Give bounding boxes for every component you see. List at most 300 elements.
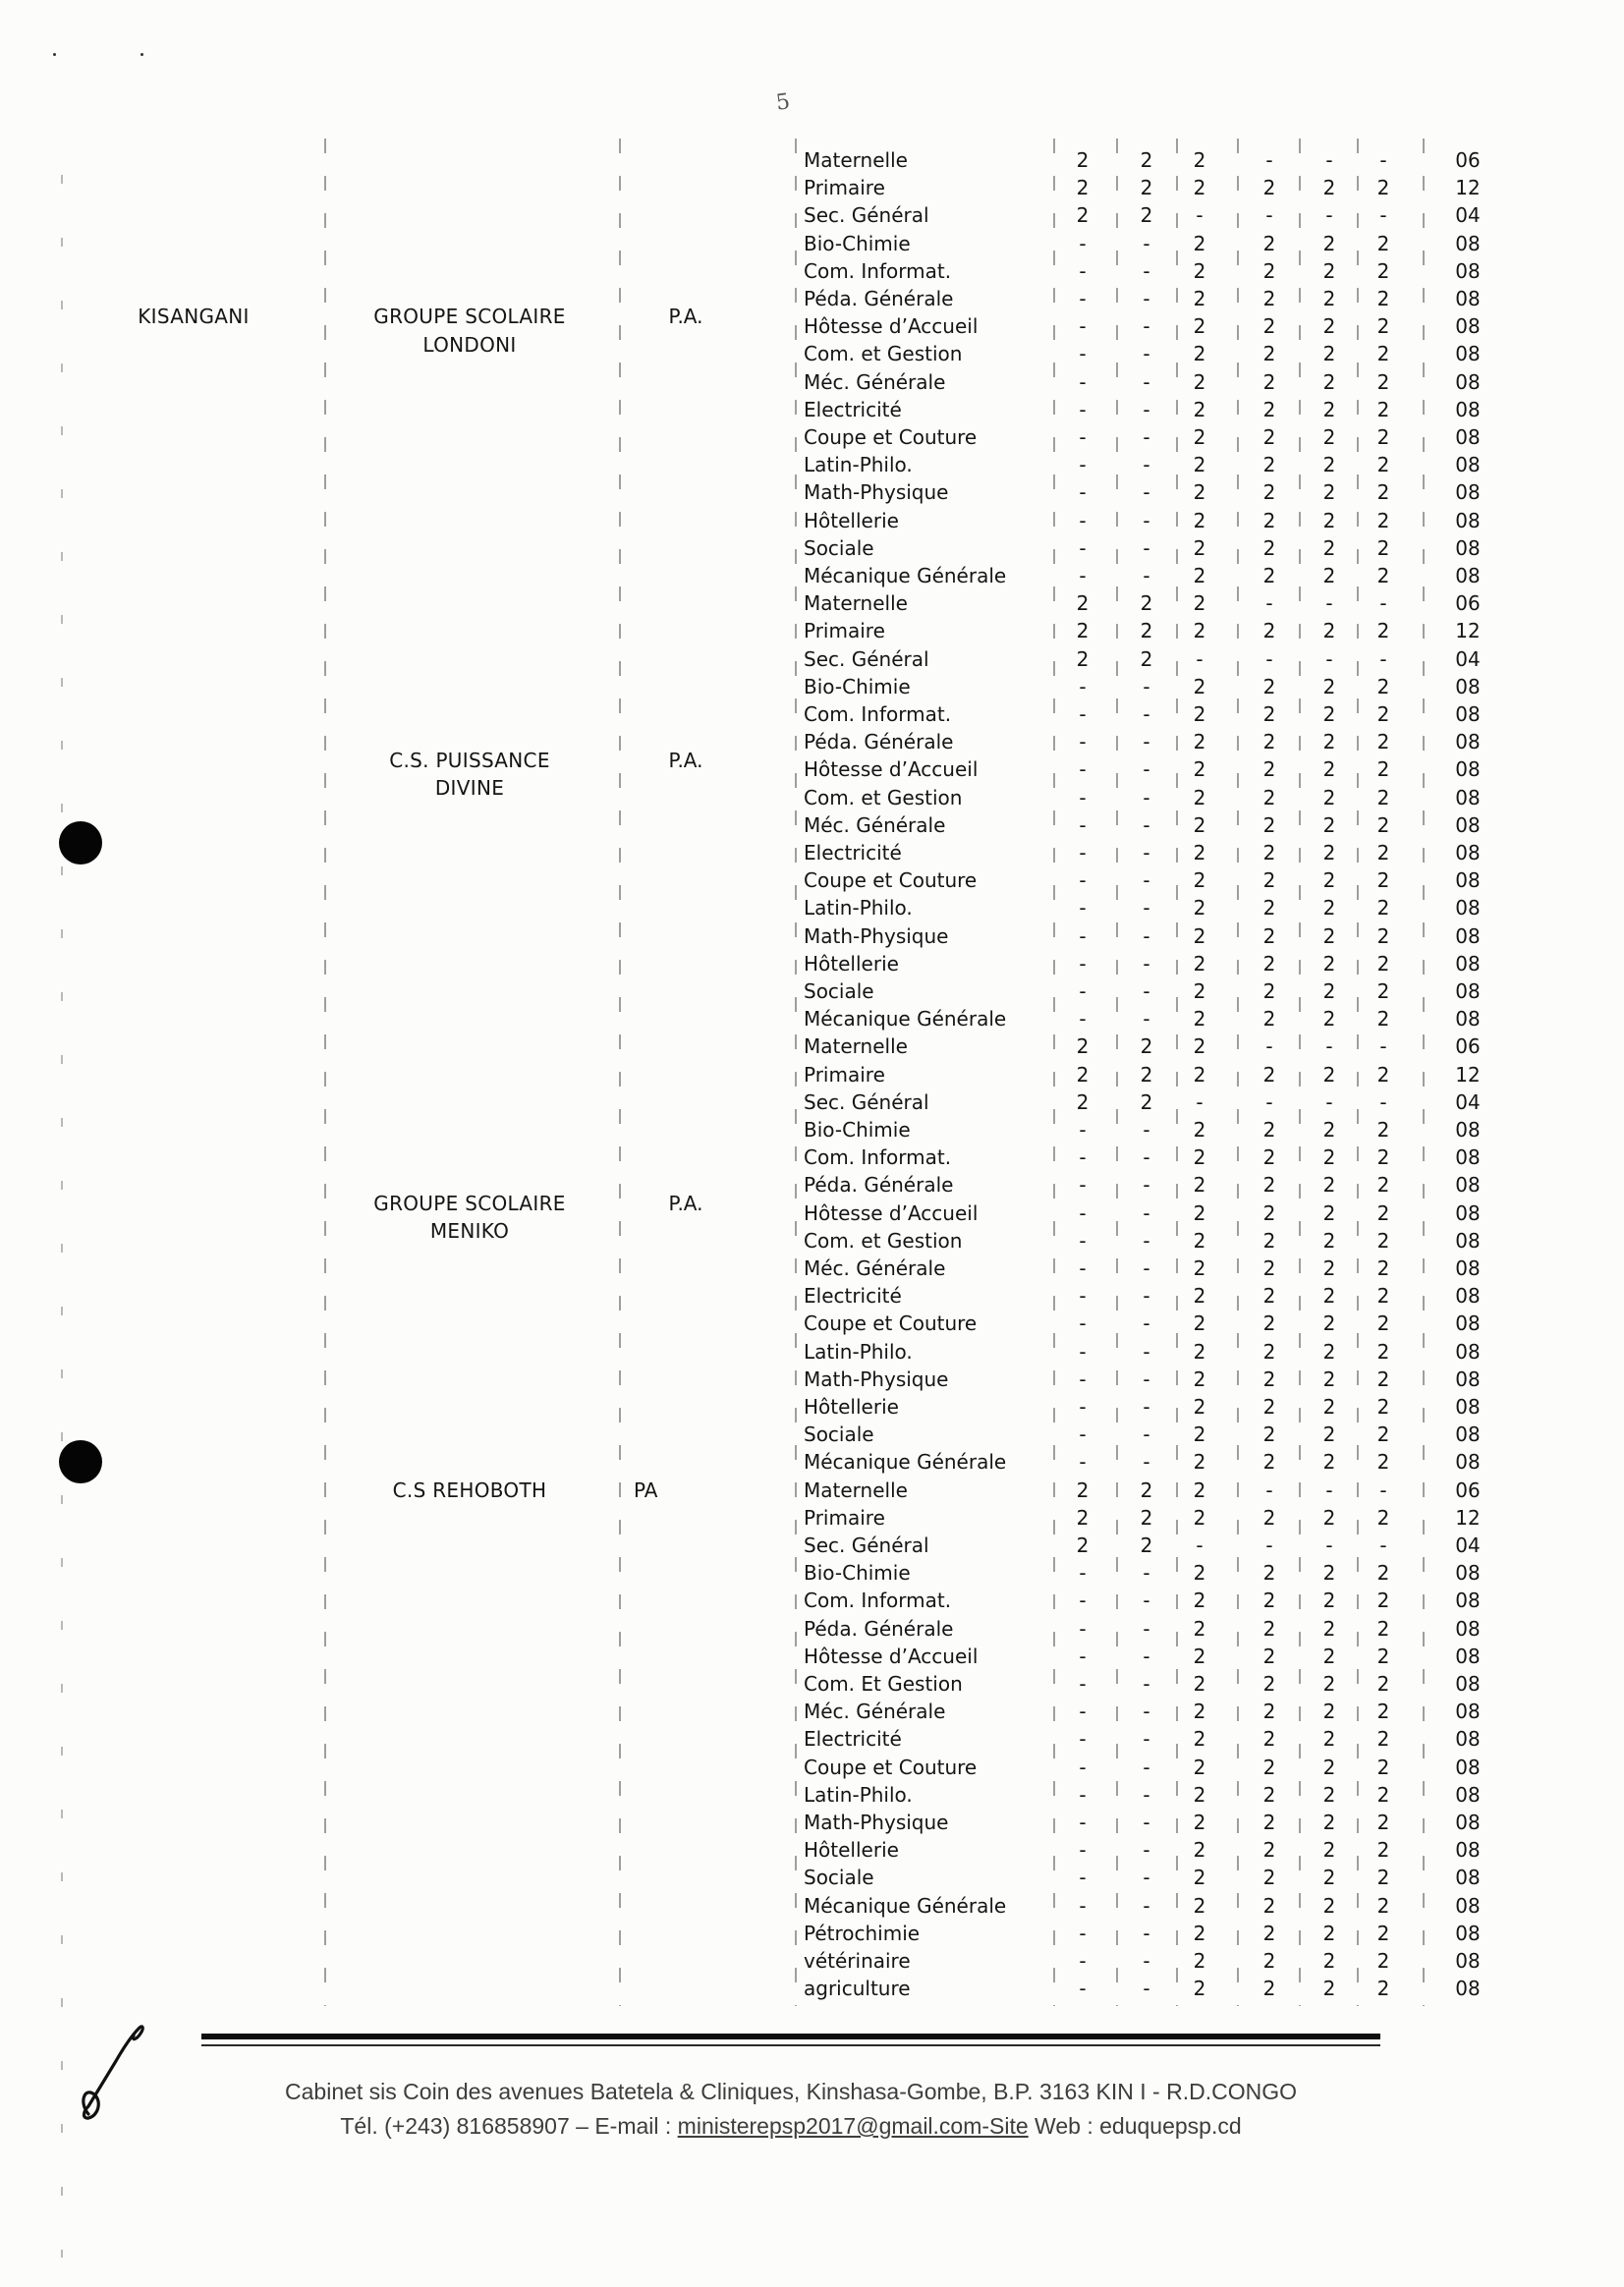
option-cell: 2 (1262, 702, 1276, 726)
option-row (0, 1393, 1624, 1421)
option-cell: 2 (1193, 1228, 1206, 1253)
option-cell: 2 (1076, 176, 1090, 200)
option-cell: 2 (1322, 1700, 1336, 1724)
option-cell: - (1079, 1422, 1087, 1447)
option-total: 08 (1455, 1145, 1481, 1170)
option-cell: 2 (1262, 1644, 1276, 1668)
option-name: Com. Informat. (804, 258, 952, 283)
option-cell: 2 (1193, 1339, 1206, 1364)
option-total: 08 (1455, 1616, 1481, 1641)
option-total: 06 (1455, 148, 1481, 172)
option-cell: 2 (1322, 287, 1336, 310)
option-cell: 2 (1262, 1200, 1276, 1225)
option-row (0, 423, 1624, 451)
option-cell: 2 (1262, 730, 1276, 754)
option-cell: - (1143, 1838, 1150, 1863)
option-cell: 2 (1262, 1838, 1276, 1863)
option-cell: - (1196, 646, 1204, 671)
option-name: Bio-Chimie (804, 1118, 911, 1142)
option-total: 12 (1455, 619, 1481, 643)
option-cell: - (1325, 203, 1333, 228)
option-row (0, 1809, 1624, 1836)
option-cell: 2 (1376, 480, 1390, 505)
option-cell: 2 (1322, 397, 1336, 421)
option-name: Méc. Générale (804, 1256, 946, 1280)
option-cell: 2 (1193, 1118, 1206, 1142)
option-name: Bio-Chimie (804, 1561, 911, 1586)
option-cell: 2 (1322, 1838, 1336, 1863)
option-cell: 2 (1376, 1256, 1390, 1280)
option-cell: 2 (1376, 923, 1390, 948)
option-total: 08 (1455, 425, 1481, 449)
option-cell: - (1143, 785, 1150, 809)
option-cell: 2 (1376, 1173, 1390, 1198)
option-cell: - (1079, 868, 1087, 893)
option-name: Coupe et Couture (804, 1755, 978, 1779)
option-cell: 2 (1193, 1561, 1206, 1586)
option-cell: 2 (1193, 1478, 1206, 1502)
option-total: 12 (1455, 176, 1481, 200)
option-cell: 2 (1262, 1700, 1276, 1724)
option-cell: - (1079, 1838, 1087, 1863)
option-cell: 2 (1262, 1811, 1276, 1834)
option-row (0, 1781, 1624, 1809)
option-cell: - (1079, 1893, 1087, 1918)
option-name: Latin-Philo. (804, 896, 913, 920)
option-cell: 2 (1262, 923, 1276, 948)
option-cell: 2 (1322, 1284, 1336, 1309)
option-cell: - (1325, 1534, 1333, 1557)
option-row (0, 1005, 1624, 1032)
school-name-line: GROUPE SCOLAIRE (373, 1191, 566, 1215)
signature-mark (49, 2004, 187, 2142)
option-cell: 2 (1076, 203, 1090, 228)
option-name: Electricité (804, 841, 902, 865)
option-cell: 2 (1193, 480, 1206, 505)
option-cell: - (1143, 1395, 1150, 1419)
option-cell: 2 (1140, 1089, 1153, 1114)
option-total: 08 (1455, 1644, 1481, 1668)
option-name: Sociale (804, 1422, 874, 1447)
option-name: Maternelle (804, 591, 908, 616)
option-cell: 2 (1140, 1505, 1153, 1530)
option-row (0, 950, 1624, 977)
option-cell: 2 (1262, 535, 1276, 560)
option-cell: 2 (1322, 868, 1336, 893)
option-name: Sec. Général (804, 646, 929, 671)
option-cell: 2 (1193, 868, 1206, 893)
option-total: 08 (1455, 1866, 1481, 1890)
option-cell: - (1265, 1034, 1273, 1059)
option-cell: - (1079, 480, 1087, 505)
option-name: Bio-Chimie (804, 231, 911, 255)
option-cell: 2 (1322, 730, 1336, 754)
option-total: 08 (1455, 480, 1481, 505)
option-cell: - (1325, 1034, 1333, 1059)
option-row (0, 285, 1624, 312)
option-total: 08 (1455, 1284, 1481, 1309)
option-cell: - (1143, 812, 1150, 837)
option-total: 08 (1455, 397, 1481, 421)
option-cell: 2 (1322, 1893, 1336, 1918)
option-cell: - (1079, 1367, 1087, 1391)
option-total: 08 (1455, 785, 1481, 809)
option-name: Coupe et Couture (804, 1311, 978, 1336)
option-cell: - (1079, 841, 1087, 865)
option-name: Mécanique Générale (804, 1450, 1007, 1475)
option-cell: - (1143, 1007, 1150, 1032)
option-cell: - (1143, 1893, 1150, 1918)
option-cell: - (1265, 591, 1273, 616)
option-total: 08 (1455, 1893, 1481, 1918)
option-cell: - (1079, 1949, 1087, 1973)
option-cell: - (1079, 1921, 1087, 1945)
option-name: Com. Informat. (804, 1145, 952, 1170)
option-cell: - (1143, 1450, 1150, 1475)
option-total: 08 (1455, 1755, 1481, 1779)
option-total: 08 (1455, 1977, 1481, 2001)
option-cell: 2 (1140, 619, 1153, 643)
option-cell: 2 (1262, 1118, 1276, 1142)
option-cell: 2 (1262, 1062, 1276, 1087)
option-row (0, 1255, 1624, 1282)
option-cell: - (1379, 1089, 1387, 1114)
option-cell: 2 (1193, 1727, 1206, 1752)
option-row (0, 728, 1624, 755)
option-cell: - (1325, 1478, 1333, 1502)
option-cell: - (1079, 702, 1087, 726)
option-name: Mécanique Générale (804, 1007, 1007, 1032)
option-cell: 2 (1076, 591, 1090, 616)
option-cell: - (1079, 1782, 1087, 1807)
option-cell: 2 (1262, 868, 1276, 893)
option-cell: 2 (1376, 730, 1390, 754)
option-name: Latin-Philo. (804, 1339, 913, 1364)
option-cell: - (1143, 453, 1150, 477)
option-cell: 2 (1193, 453, 1206, 477)
option-name: Electricité (804, 1284, 902, 1309)
option-cell: 2 (1193, 1062, 1206, 1087)
option-row (0, 1864, 1624, 1891)
option-cell: 2 (1193, 1644, 1206, 1668)
option-row (0, 1615, 1624, 1643)
option-cell: 2 (1322, 176, 1336, 200)
option-cell: 2 (1322, 1949, 1336, 1973)
option-total: 08 (1455, 287, 1481, 310)
option-total: 08 (1455, 1228, 1481, 1253)
option-row (0, 507, 1624, 534)
option-cell: 2 (1262, 1589, 1276, 1613)
option-total: 04 (1455, 1089, 1481, 1114)
school-name-line: C.S REHOBOTH (392, 1478, 547, 1502)
option-cell: 2 (1376, 1284, 1390, 1309)
option-name: Sociale (804, 1866, 874, 1890)
option-cell: 2 (1193, 1422, 1206, 1447)
option-row (0, 617, 1624, 644)
option-cell: - (1079, 674, 1087, 698)
option-name: Com. Informat. (804, 1589, 952, 1613)
option-name: Primaire (804, 1505, 885, 1530)
option-cell: 2 (1322, 1228, 1336, 1253)
option-row (0, 1670, 1624, 1698)
option-total: 04 (1455, 203, 1481, 228)
option-cell: 2 (1376, 1700, 1390, 1724)
option-cell: - (1079, 923, 1087, 948)
option-cell: 2 (1076, 148, 1090, 172)
option-cell: 2 (1262, 1893, 1276, 1918)
option-cell: 2 (1262, 1921, 1276, 1945)
option-row (0, 1477, 1624, 1504)
option-cell: 2 (1376, 841, 1390, 865)
option-cell: 2 (1262, 1561, 1276, 1586)
option-cell: - (1079, 757, 1087, 782)
option-name: Hôtesse d’Accueil (804, 1200, 979, 1225)
option-cell: 2 (1076, 1505, 1090, 1530)
option-cell: 2 (1322, 1173, 1336, 1198)
option-cell: 2 (1376, 1616, 1390, 1641)
option-cell: - (1079, 369, 1087, 394)
option-cell: - (1079, 896, 1087, 920)
option-cell: - (1143, 1616, 1150, 1641)
option-cell: - (1379, 591, 1387, 616)
option-cell: 2 (1322, 1755, 1336, 1779)
option-cell: - (1079, 1395, 1087, 1419)
option-total: 08 (1455, 258, 1481, 283)
option-cell: 2 (1376, 453, 1390, 477)
option-cell: 2 (1322, 453, 1336, 477)
option-name: Electricité (804, 1727, 902, 1752)
option-cell: 2 (1193, 1395, 1206, 1419)
option-row (0, 368, 1624, 396)
option-row (0, 1144, 1624, 1171)
option-cell: 2 (1322, 1727, 1336, 1752)
option-cell: - (1143, 1644, 1150, 1668)
option-cell: - (1143, 425, 1150, 449)
option-cell: - (1079, 1866, 1087, 1890)
option-cell: 2 (1376, 231, 1390, 255)
option-cell: 2 (1322, 314, 1336, 339)
option-cell: - (1143, 1921, 1150, 1945)
option-cell: - (1079, 1228, 1087, 1253)
option-cell: - (1143, 1977, 1150, 2001)
option-row (0, 1061, 1624, 1088)
option-cell: 2 (1322, 564, 1336, 587)
option-cell: 2 (1376, 176, 1390, 200)
option-total: 08 (1455, 1700, 1481, 1724)
option-row (0, 1366, 1624, 1393)
option-cell: 2 (1322, 812, 1336, 837)
option-cell: 2 (1262, 979, 1276, 1003)
option-name: Hôtellerie (804, 508, 899, 532)
option-row (0, 866, 1624, 894)
option-row (0, 1421, 1624, 1448)
option-cell: - (1079, 812, 1087, 837)
school-name-line: LONDONI (422, 332, 517, 357)
option-cell: 2 (1193, 702, 1206, 726)
option-total: 08 (1455, 564, 1481, 587)
option-cell: - (1079, 1561, 1087, 1586)
option-row (0, 451, 1624, 478)
option-total: 08 (1455, 1256, 1481, 1280)
option-cell: 2 (1193, 1616, 1206, 1641)
option-name: Pétrochimie (804, 1921, 921, 1945)
option-row (0, 478, 1624, 506)
option-row (0, 1836, 1624, 1864)
option-cell: 2 (1376, 1977, 1390, 2001)
option-cell: 2 (1262, 1311, 1276, 1336)
option-cell: 2 (1262, 342, 1276, 366)
option-cell: - (1143, 314, 1150, 339)
option-row (0, 1448, 1624, 1476)
option-total: 08 (1455, 1450, 1481, 1475)
option-row (0, 201, 1624, 229)
option-cell: 2 (1262, 287, 1276, 310)
option-row (0, 1171, 1624, 1199)
option-row (0, 257, 1624, 285)
option-cell: - (1079, 231, 1087, 255)
option-cell: - (1379, 203, 1387, 228)
option-cell: 2 (1376, 619, 1390, 643)
option-cell: - (1143, 923, 1150, 948)
option-cell: 2 (1376, 1866, 1390, 1890)
school-name-line: GROUPE SCOLAIRE (373, 305, 566, 329)
option-total: 08 (1455, 841, 1481, 865)
option-cell: - (1079, 1755, 1087, 1779)
school-status: P.A. (668, 1191, 703, 1215)
option-cell: 2 (1193, 369, 1206, 394)
option-cell: - (1079, 508, 1087, 532)
footer-contact-tail: Web : eduquepsp.cd (1028, 2113, 1242, 2139)
option-cell: - (1325, 1089, 1333, 1114)
option-cell: - (1079, 342, 1087, 366)
option-cell: 2 (1076, 1478, 1090, 1502)
option-cell: - (1325, 646, 1333, 671)
city-name: KISANGANI (138, 305, 250, 328)
option-cell: - (1079, 1339, 1087, 1364)
option-cell: - (1079, 1284, 1087, 1309)
option-cell: - (1079, 1672, 1087, 1696)
option-cell: 2 (1376, 369, 1390, 394)
option-total: 08 (1455, 1200, 1481, 1225)
option-total: 04 (1455, 1534, 1481, 1557)
option-cell: 2 (1322, 1256, 1336, 1280)
option-total: 08 (1455, 757, 1481, 782)
option-cell: 2 (1322, 1118, 1336, 1142)
option-name: Primaire (804, 1062, 885, 1087)
option-cell: - (1079, 1256, 1087, 1280)
option-cell: 2 (1376, 425, 1390, 449)
option-cell: 2 (1193, 1866, 1206, 1890)
option-cell: 2 (1322, 508, 1336, 532)
option-cell: 2 (1322, 951, 1336, 976)
option-cell: 2 (1262, 369, 1276, 394)
option-cell: 2 (1322, 1644, 1336, 1668)
option-cell: 2 (1262, 176, 1276, 200)
option-cell: 2 (1376, 1644, 1390, 1668)
option-cell: 2 (1193, 619, 1206, 643)
option-cell: 2 (1262, 1145, 1276, 1170)
option-total: 08 (1455, 1367, 1481, 1391)
option-cell: 2 (1262, 1228, 1276, 1253)
option-name: Math-Physique (804, 480, 949, 505)
option-cell: - (1196, 203, 1204, 228)
option-row (0, 396, 1624, 423)
option-cell: - (1265, 1478, 1273, 1502)
option-row (0, 1310, 1624, 1337)
option-cell: - (1079, 564, 1087, 587)
option-cell: 2 (1322, 1145, 1336, 1170)
option-cell: 2 (1376, 1145, 1390, 1170)
option-cell: 2 (1376, 342, 1390, 366)
option-cell: - (1143, 951, 1150, 976)
option-cell: 2 (1376, 757, 1390, 782)
footer-contact (201, 2113, 1380, 2140)
school-status: PA (634, 1478, 658, 1502)
option-cell: - (1143, 1866, 1150, 1890)
option-cell: - (1265, 203, 1273, 228)
option-cell: 2 (1262, 1339, 1276, 1364)
option-cell: 2 (1193, 591, 1206, 616)
footer-rule (201, 2034, 1380, 2039)
option-total: 08 (1455, 1949, 1481, 1973)
option-cell: 2 (1322, 1505, 1336, 1530)
option-cell: - (1079, 951, 1087, 976)
option-cell: - (1079, 1118, 1087, 1142)
school-status: P.A. (668, 748, 703, 772)
option-row (0, 230, 1624, 257)
option-cell: 2 (1262, 1755, 1276, 1779)
option-cell: 2 (1193, 1007, 1206, 1032)
option-row (0, 1754, 1624, 1781)
option-cell: - (1265, 646, 1273, 671)
option-cell: - (1379, 148, 1387, 172)
option-row (0, 312, 1624, 340)
option-cell: 2 (1262, 1450, 1276, 1475)
footer-rule-thin (201, 2044, 1380, 2046)
option-cell: 2 (1193, 1672, 1206, 1696)
option-cell: - (1079, 1727, 1087, 1752)
option-name: Maternelle (804, 148, 908, 172)
option-cell: 2 (1193, 508, 1206, 532)
option-cell: - (1265, 148, 1273, 172)
option-cell: - (1265, 1089, 1273, 1114)
option-name: Math-Physique (804, 923, 949, 948)
option-name: Latin-Philo. (804, 1782, 913, 1807)
option-cell: 2 (1262, 1616, 1276, 1641)
option-total: 08 (1455, 1811, 1481, 1834)
option-cell: 2 (1193, 1838, 1206, 1863)
option-row (0, 1587, 1624, 1614)
option-row (0, 1282, 1624, 1310)
option-cell: 2 (1262, 453, 1276, 477)
option-total: 08 (1455, 508, 1481, 532)
option-row (0, 174, 1624, 201)
option-cell: - (1143, 1339, 1150, 1364)
option-cell: 2 (1376, 287, 1390, 310)
option-cell: 2 (1076, 1062, 1090, 1087)
option-cell: 2 (1376, 535, 1390, 560)
option-row (0, 700, 1624, 728)
option-name: Com. et Gestion (804, 342, 963, 366)
option-name: Hôtellerie (804, 1395, 899, 1419)
option-cell: 2 (1376, 1727, 1390, 1752)
option-name: Péda. Générale (804, 287, 954, 310)
option-cell: 2 (1262, 1505, 1276, 1530)
option-cell: 2 (1193, 148, 1206, 172)
option-cell: 2 (1262, 1422, 1276, 1447)
option-cell: 2 (1376, 1311, 1390, 1336)
option-cell: - (1079, 785, 1087, 809)
